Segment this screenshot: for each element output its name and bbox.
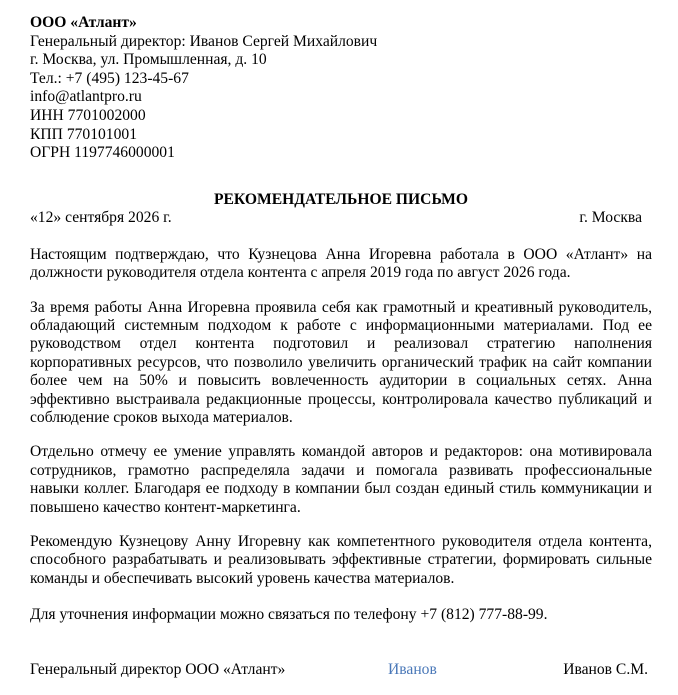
- sender-details: [30, 14, 652, 163]
- inn-line: ИНН 7701002000: [30, 106, 146, 124]
- date-city-row: [30, 209, 652, 227]
- letter-title: РЕКОМЕНДАТЕЛЬНОЕ ПИСЬМО: [214, 190, 468, 208]
- director-line: Генеральный директор: Иванов Сергей Михайлович: [30, 32, 378, 50]
- paragraph-recommendation: Рекомендую Кузнецову Анну Игоревну как компетентного руководителя отдела контента, способного разрабатывать и реализовывать эффективные стратегии, формировать сильные команды и обеспечивать высокий уровень качества материалов.: [30, 533, 652, 587]
- paragraph-contact: Для уточнения информации можно связаться по телефону +7 (812) 777-88-99.: [30, 606, 548, 624]
- signature-row: [30, 660, 648, 680]
- paragraph-team-management: Отдельно отмечу ее умение управлять командой авторов и редакторов: она мотивировала сотрудников, грамотно распределяла задачи и помогала развивать профессиональные навыки коллег. Благодаря ее подходу в компании был создан единый стиль коммуникации и повышено качество контент-маркетинга.: [30, 443, 652, 516]
- letter-city: г. Москва: [579, 208, 642, 226]
- address-line: г. Москва, ул. Промышленная, д. 10: [30, 51, 267, 69]
- kpp-line: КПП 770101001: [30, 125, 137, 143]
- paragraph-employment: Настоящим подтверждаю, что Кузнецова Анна Игоревна работала в ООО «Атлант» на должности руководителя отдела контента с апреля 2019 года по август 2026 года.: [30, 245, 652, 282]
- handwritten-signature: Иванов: [388, 661, 437, 678]
- email-line: info@atlantpro.ru: [30, 88, 142, 106]
- company-name: ООО «Атлант»: [30, 14, 137, 31]
- letter-page: [30, 14, 652, 625]
- paragraph-achievements: За время работы Анна Игоревна проявила себя как грамотный и креативный руководитель, обладающий системным подходом к работе с информационными материалами. Под ее руководством отдел контента подготовил и реализовал стратегию наполнения корпоративных ресурсов, что позволило увеличить органический трафик на сайт компании более чем на 50% и повысить вовлеченность аудитории в социальных сетях. Анна эффективно выстраивала редакционные процессы, контролировала качество публикаций и соблюдение сроков выхода материалов.: [30, 298, 652, 426]
- ogrn-line: ОГРН 1197746000001: [30, 144, 175, 162]
- letter-date: «12» сентября 2026 г.: [30, 208, 172, 226]
- phone-line: Тел.: +7 (495) 123-45-67: [30, 69, 189, 87]
- signatory-position: Генеральный директор ООО «Атлант»: [30, 661, 286, 678]
- signatory-name: Иванов С.М.: [563, 661, 648, 678]
